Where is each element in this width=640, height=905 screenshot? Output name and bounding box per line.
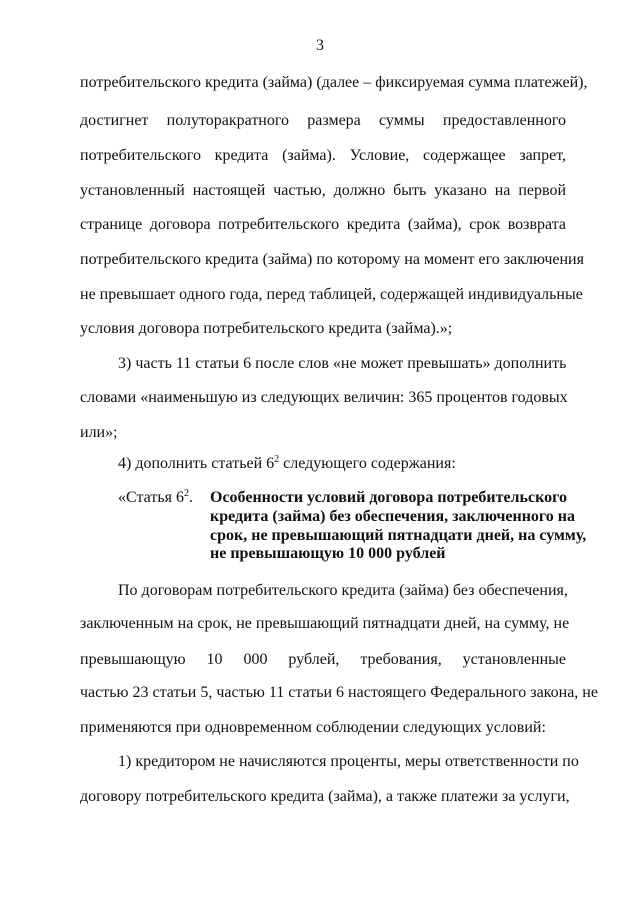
article-title-line: кредита (займа) без обеспечения, заключенного на [210, 508, 576, 525]
text-line: условия договора потребительского кредита (займа).»; [80, 320, 453, 337]
text-line: частью 23 статьи 5, частью 11 статьи 6 настоящего Федерального закона, не [80, 684, 598, 701]
article-title-line: не превышающую 10 000 рублей [210, 545, 446, 562]
page-number: 3 [316, 37, 324, 54]
article-title-line: Особенности условий договора потребительского [210, 489, 567, 506]
list-item-3-line: 3) часть 11 статьи 6 после слов «не может превышать» дополнить [118, 355, 567, 372]
superscript: 2 [274, 454, 280, 465]
text-line: потребительского кредита (займа) (далее – фиксируемая сумма платежей), [80, 74, 588, 91]
text-line: По договорам потребительского кредита (займа) без обеспечения, [118, 582, 568, 599]
text-line: достигнет полуторакратного размера суммы предоставленного [80, 112, 566, 129]
text-line: потребительского кредита (займа). Условие, содержащее запрет, [80, 147, 566, 164]
list-item-3-line: или»; [80, 424, 118, 441]
superscript: 2 [183, 488, 189, 499]
text-line: заключенным на срок, не превышающий пятнадцати дней, на сумму, не [80, 615, 570, 632]
text-line: потребительского кредита (займа) по которому на момент его заключения [80, 251, 584, 268]
text-line: не превышает одного года, перед таблицей, содержащей индивидуальные [80, 286, 583, 303]
text-line: установленный настоящей частью, должно быть указано на первой [80, 182, 566, 199]
list-item-1-line: 1) кредитором не начисляются проценты, меры ответственности по [118, 753, 579, 770]
list-item-4: 4) дополнить статьей $6^2$ следующего содержания: [118, 454, 456, 472]
article-label: «Статья $6^2$. [118, 488, 193, 506]
article-title-line: срок, не превышающий пятнадцати дней, на сумму, [210, 527, 587, 544]
list-item-3-line: словами «наименьшую из следующих величин: 365 процентов годовых [80, 389, 568, 406]
list-item-1-line: договору потребительского кредита (займа), а также платежи за услуги, [80, 788, 570, 805]
text-line: превышающую 10 000 рублей, требования, установленные [80, 651, 566, 668]
text-line: применяются при одновременном соблюдении следующих условий: [80, 719, 546, 736]
text-line: странице договора потребительского кредита (займа), срок возврата [80, 216, 566, 233]
